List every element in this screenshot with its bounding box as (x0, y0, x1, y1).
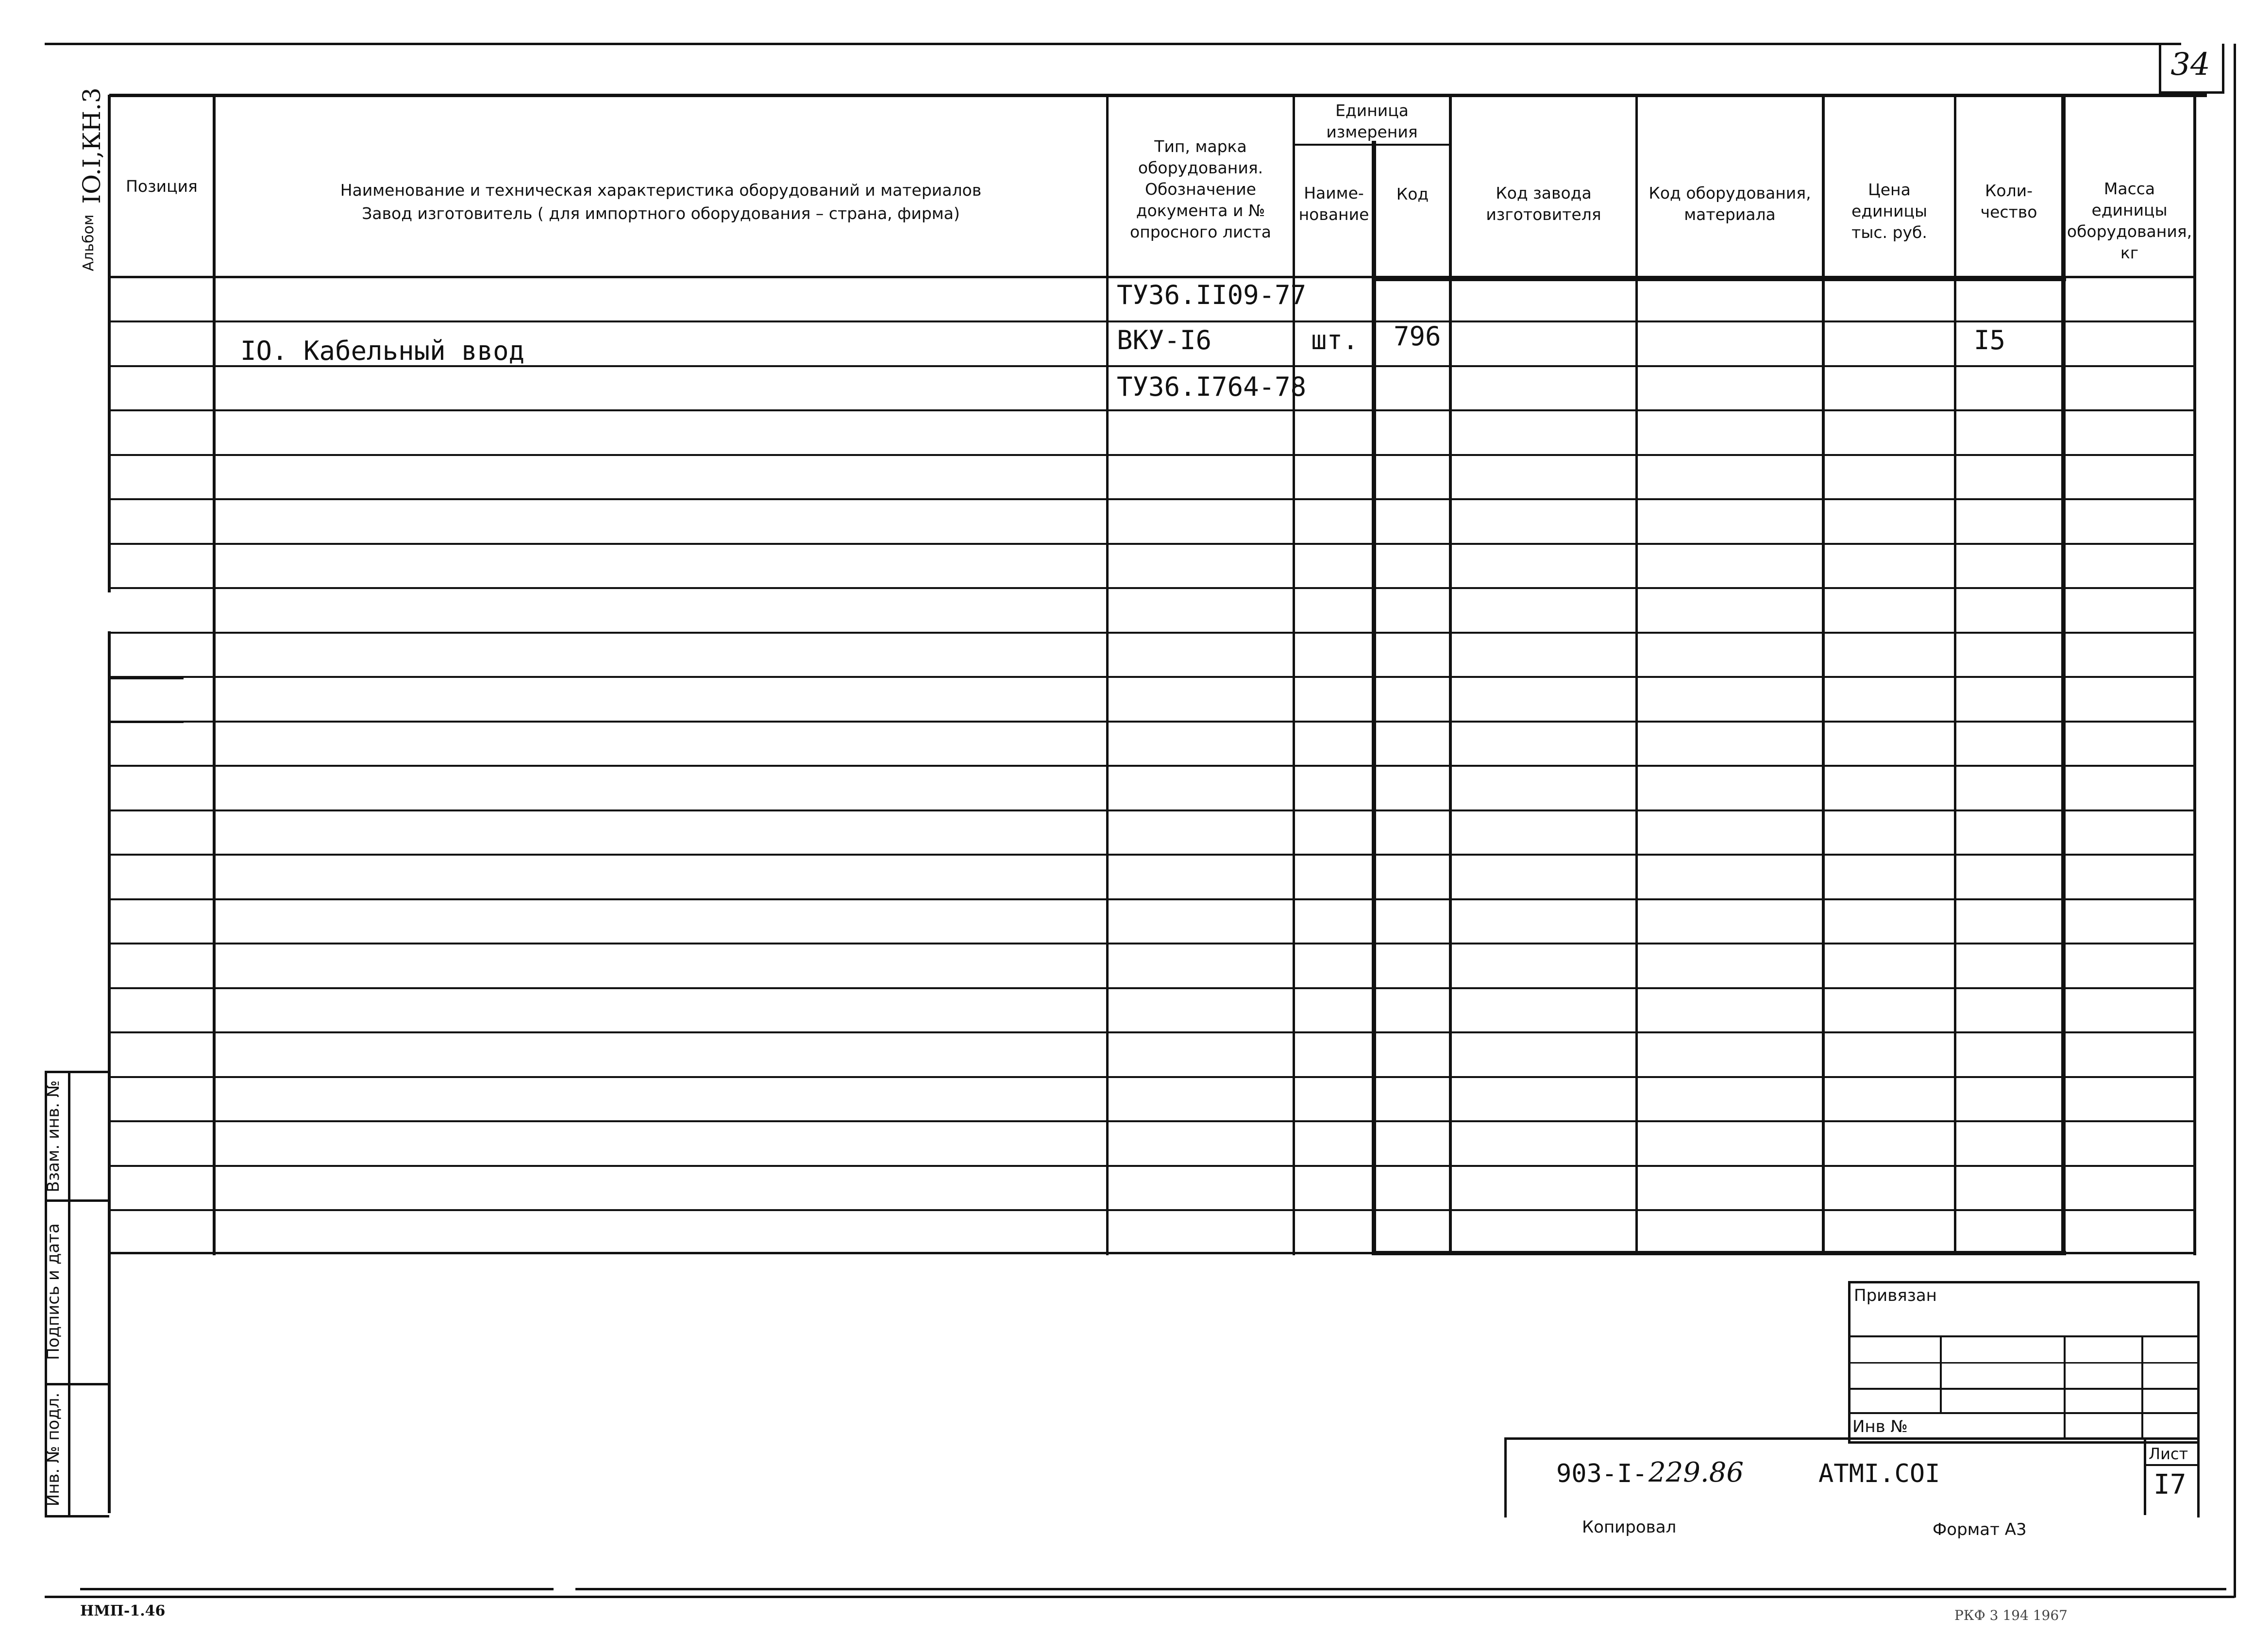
col-line-price (1954, 95, 1956, 1255)
table-row-line (111, 943, 2196, 944)
left-border-stub (111, 721, 184, 723)
header-position: Позиция (126, 177, 198, 196)
frame-bottom-outer-line-right (575, 1588, 2226, 1590)
table-row-line (111, 854, 2196, 856)
header-factory-code: Код завода изготовителя (1486, 184, 1601, 224)
unit-group-divider (1293, 144, 1450, 146)
header-mass: Масса единицы оборудования, кг (2067, 179, 2192, 262)
row3-type: ТУ36.I764-78 (1117, 371, 1307, 402)
row2-type: ВКУ-I6 (1117, 325, 1212, 355)
frame-bottom-line (45, 1596, 2235, 1598)
sheet-label-line (2144, 1464, 2197, 1466)
designation-handwritten: 229.86 (1648, 1457, 1744, 1488)
table-row-line (111, 454, 2196, 456)
table-bottom-line (108, 1252, 2196, 1254)
sheet-col-line (2144, 1437, 2146, 1515)
frame-top-line (45, 43, 2181, 45)
header-unit-group: Единица измерения (1326, 101, 1418, 141)
table-row-line (111, 809, 2196, 811)
table-row-line (111, 543, 2196, 545)
designation-code: АТМI.СОI (1818, 1459, 1940, 1488)
privyazan-col1 (1940, 1335, 1942, 1413)
header-unit-name: Наиме- нование (1298, 184, 1369, 224)
header-type: Тип, марка оборудования. Обозначение документа и № опросного листа (1130, 137, 1271, 241)
privyazan-row3 (1848, 1388, 2200, 1390)
table-row-line (111, 587, 2196, 589)
footer-copied: Копировал (1582, 1517, 1677, 1537)
col-line-quantity (2061, 95, 2066, 1255)
album-code: IO.I,КН.3 (78, 87, 106, 204)
privyazan-col2 (2064, 1335, 2066, 1437)
left-border-stub (111, 677, 184, 679)
sheet-label: Лист (2149, 1445, 2188, 1463)
col-line-factory (1635, 95, 1638, 1255)
footer-format: Формат А3 (1933, 1520, 2027, 1539)
side-stamp-vzam: Взам. инв. № (44, 1080, 63, 1193)
header-quantity: Коли- чество (1980, 181, 2037, 221)
privyazan-col3 (2141, 1335, 2143, 1437)
side-stamp-podpis: Подпись и дата (44, 1223, 63, 1360)
table-row-line (111, 632, 2196, 634)
table-row-line (111, 765, 2196, 767)
frame-right-line (2234, 44, 2236, 1598)
row2-quantity: I5 (1974, 325, 2006, 355)
table-row-line (111, 1120, 2196, 1122)
album-label: Альбом (80, 214, 97, 271)
col-line-unit-code (1449, 95, 1452, 1255)
side-stamp-inv: Инв. № подл. (44, 1392, 63, 1507)
header-equipment-code: Код оборудования, материала (1648, 184, 1811, 224)
col-line-mass (2193, 95, 2196, 1255)
frame-top-inner-line (109, 94, 2207, 97)
footer-left-mark: НМП-1.46 (80, 1602, 166, 1619)
table-row-line (111, 1165, 2196, 1167)
side-stamp-divider (68, 1071, 70, 1515)
header-name-line1: Наименование и техническая характеристика оборудований и материалов (340, 181, 982, 200)
frame-bottom-outer-line-left (80, 1588, 554, 1590)
col-line-unit-name (1372, 141, 1376, 1255)
table-row-line (111, 1076, 2196, 1078)
table-row-line (111, 498, 2196, 500)
col-line-name (1106, 95, 1109, 1255)
col-line-type (1293, 95, 1295, 1255)
header-name-line2: Завод изготовитель ( для импортного оборудования – страна, фирма) (362, 204, 960, 223)
col-line-position (213, 95, 216, 1255)
privyazan-row2 (1848, 1362, 2200, 1364)
table-row-line (111, 987, 2196, 989)
corner-sheet-number: 34 (2170, 47, 2210, 83)
col-line-equipment (1822, 95, 1825, 1255)
privyazan-row4 (1848, 1412, 2200, 1414)
privyazan-label: Привязан (1854, 1286, 1937, 1305)
table-row-line (111, 1209, 2196, 1211)
header-price: Цена единицы тыс. руб. (1851, 180, 1928, 242)
row2-name: IO. Кабельный ввод (240, 336, 525, 366)
designation-prefix: 903-I- (1556, 1459, 1648, 1488)
header-unit-code: Код (1396, 185, 1429, 203)
footer-right-mark: РКФ 3 194 1967 (1954, 1607, 2068, 1623)
sheet-number: I7 (2153, 1469, 2187, 1500)
table-row-line (111, 676, 2196, 678)
table-row-line (111, 320, 2196, 322)
privyazan-row1 (1848, 1335, 2200, 1337)
table-row-line (111, 409, 2196, 411)
row2-unit: шт. (1311, 325, 1359, 355)
table-row-line (111, 898, 2196, 900)
table-row-line (111, 1031, 2196, 1033)
row1-type: ТУ36.II09-77 (1117, 280, 1307, 310)
row2-code: 796 (1394, 321, 1441, 352)
table-row-line (111, 721, 2196, 723)
header-bracket-line (1372, 277, 2066, 281)
side-stamp-sep1 (45, 1199, 110, 1202)
inv-no-label: Инв № (1852, 1417, 1908, 1436)
